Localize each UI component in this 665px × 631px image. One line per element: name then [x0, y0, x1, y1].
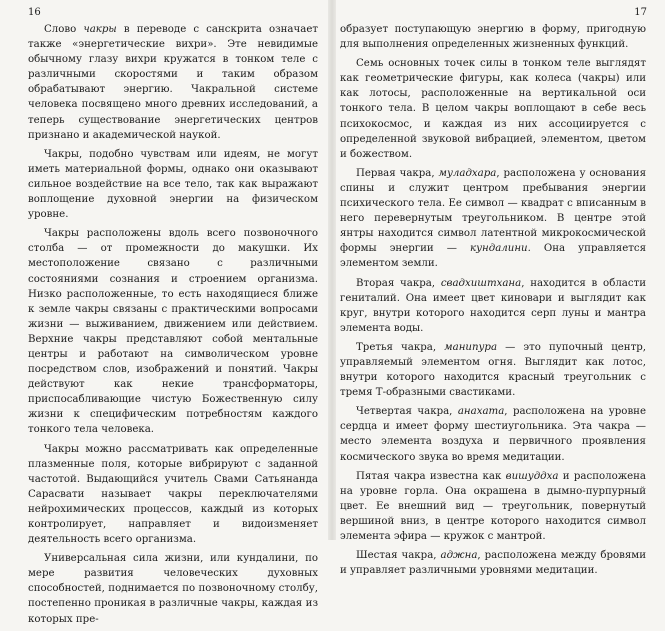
text-run: и расположена на уровне горла. Она окрашена в дымно-пурпурный цвет. Ее внешний вид — треугольник, повернутый вершиной вниз, в центре которого находится символ элемента эфира — кружок с мантрой. [340, 470, 646, 542]
book-gutter [328, 0, 336, 540]
paragraph [340, 404, 646, 464]
paragraph [340, 340, 646, 400]
italic-term: свадхиштхана [440, 277, 522, 289]
text-run: , находится в области гениталий. Она имеет цвет киновари и выглядит как круг, внутри которого находится серп луны и мантра элемента воды. [340, 277, 646, 334]
paragraph [340, 56, 646, 162]
text-run: Четвертая чакра, [356, 406, 458, 418]
text-run: Слово [44, 24, 84, 35]
paragraph [340, 276, 646, 336]
italic-term: аджна [440, 550, 478, 562]
page-number: 17 [634, 7, 647, 18]
text-run: Чакры можно рассматривать как определенные плазменные поля, которые вибрируют с заданной частотой. Выдающийся учитель Свами Сатьянанда Сарасвати называет чакры переключателями нейрохимических процессов, каждый из которых контролирует, направляет и видоизменяет деятельность всего организма. [28, 443, 318, 546]
text-run: образует поступающую энергию в форму, пригодную для выполнения определенных жизненных функций. [340, 24, 646, 51]
italic-term: вишуддха [505, 470, 559, 482]
text-run: Первая чакра, [356, 167, 439, 179]
paragraph [28, 147, 318, 222]
paragraph [340, 22, 646, 52]
page-number: 16 [28, 7, 41, 18]
left-page-text [28, 22, 318, 631]
text-run: , расположена между бровями и управляет различными уровнями медитации. [340, 550, 647, 577]
italic-term: муладхара [438, 167, 497, 179]
text-run: Пятая чакра известна как [356, 470, 506, 482]
italic-term: манипура [444, 341, 498, 353]
paragraph [28, 442, 318, 548]
text-run: Шестая чакра, [356, 550, 441, 562]
paragraph [28, 22, 318, 143]
italic-term: чакры [83, 24, 117, 35]
text-run: Семь основных точек силы в тонком теле выглядят как геометрические фигуры, как колеса (чакры) или как лотосы, расположенные на вертикальной оси тонкого тела. В целом чакры воплощают в себе весь психокосмос, и каждая из них ассоциируется с определенной звуковой вибрацией, элементом, цветом и божеством. [340, 58, 646, 160]
paragraph [340, 166, 646, 272]
text-run: Чакры, подобно чувствам или идеям, не могут иметь материальной формы, однако они оказывают сильное воздействие на все тело, так как выражают воплощение духовной энергии на физическом уровне. [28, 148, 318, 221]
right-page-text [340, 22, 646, 582]
text-run: , расположена у основания спины и служит центром пребывания энергии психического тела. Ее символ — квадрат с вписанным в него перевернутым треугольником. В центре этой янтры находится символ латентной микрокосмической формы энергии — [340, 167, 646, 255]
text-run: Вторая чакра, [356, 277, 441, 289]
paragraph [340, 548, 646, 578]
paragraph [28, 226, 318, 437]
text-run: Третья чакра, [356, 341, 445, 353]
paragraph [28, 551, 318, 626]
text-run: в переводе с санскрита означает также «энергетические вихри». Эте невидимые обычному глазу вихри кружатся в тонком теле с различными скоростями и таким образом обрабатывают энергию. Чакральной системе человека посвящено много древних исследований, а теперь существование энергетических центров признано и академической наукой. [28, 24, 318, 141]
text-run: — это пупочный центр, управляемый элементом огня. Выглядит как лотос, внутри которого находится красный треугольник с тремя Т-образными свастиками. [340, 341, 646, 399]
paragraph [340, 469, 646, 544]
text-run: . Она управляется элементом земли. [340, 243, 646, 270]
text-run: , расположена на уровне сердца и имеет форму шестиугольника. Эта чакра — место элемента воздуха и первичного проявления космического звука во время медитации. [340, 406, 646, 463]
text-run: Универсальная сила жизни, или кундалини, по мере развития человеческих духовных способностей, поднимается по позвоночному столбу, постепенно проникая в различные чакры, каждая из которых пре- [28, 553, 318, 625]
italic-term: кундалини [470, 243, 528, 255]
text-run: Чакры расположены вдоль всего позвоночного столба — от промежности до макушки. Их местоположение связано с различными состояниями сознания и строением организма. Низко расположенные, то есть находящиеся ближе к земле чакры связаны с практическими вопросами жизни — выживанием, движением или действием. Верхние чакры представляют собой ментальные центры и работают на символическом уровне посредством слов, изображений и понятий. Чакры действуют как некие трансформаторы, приспосабливающие чистую Божественную силу жизни к специфическим потребностям каждого тонкого тела человека. [28, 228, 318, 436]
italic-term: анахата [457, 406, 505, 418]
